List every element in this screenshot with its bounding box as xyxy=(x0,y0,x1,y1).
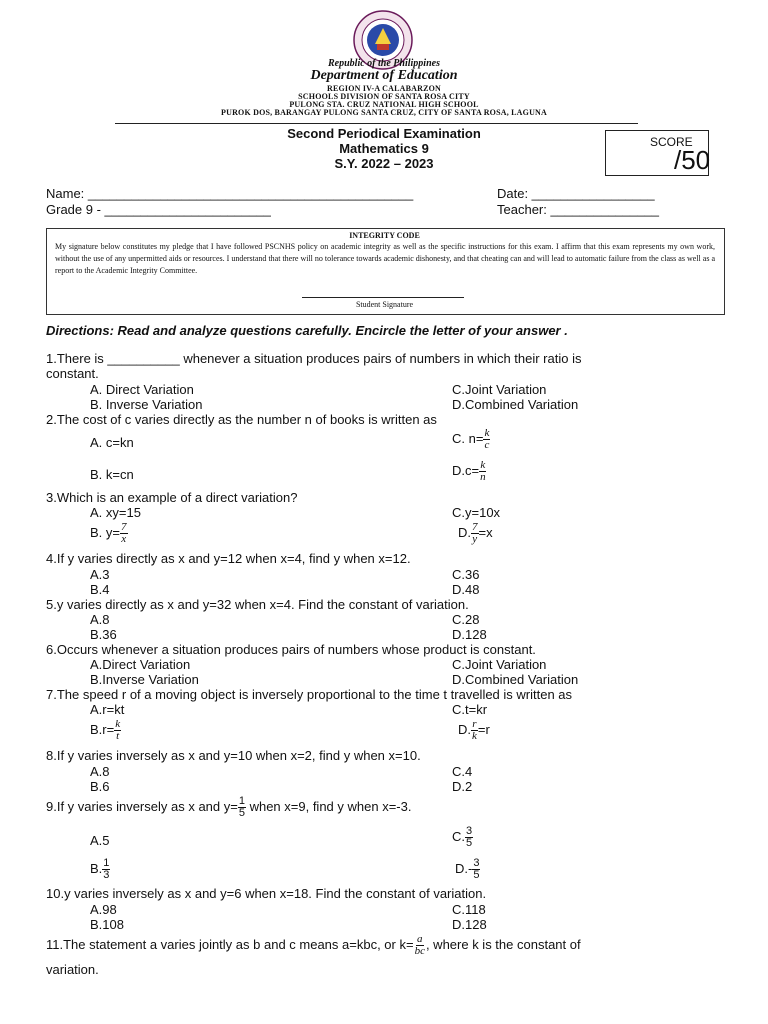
score-label: SCORE xyxy=(650,135,693,149)
q11-text: 11.The statement a varies jointly as b and c means a=kbc, or k= $\frac{a}{bc}$ , where k is the constant of xyxy=(46,933,581,957)
signature-line[interactable] xyxy=(302,297,464,298)
q6-option-d[interactable]: D.Combined Variation xyxy=(452,672,579,687)
q9-option-d[interactable]: D.- $\frac{3}{5}$ xyxy=(455,857,480,881)
q10-option-a[interactable]: A.98 xyxy=(90,902,117,917)
q5-option-a[interactable]: A.8 xyxy=(90,612,110,627)
q3-text: 3.Which is an example of a direct variation? xyxy=(46,490,298,505)
teacher-field[interactable]: Teacher: _______________ xyxy=(497,202,659,217)
q1-option-a[interactable]: A. Direct Variation xyxy=(90,382,194,397)
q1-text: 1.There is __________ whenever a situation produces pairs of numbers in which their ratio is xyxy=(46,351,582,366)
q8-option-b[interactable]: B.6 xyxy=(90,779,110,794)
q10-option-d[interactable]: D.128 xyxy=(452,917,487,932)
q3-option-c[interactable]: C.y=10x xyxy=(452,505,501,520)
q5-option-b[interactable]: B.36 xyxy=(90,627,117,642)
header-divider xyxy=(115,123,638,124)
q11-text-cont: variation. xyxy=(46,962,99,977)
q7-text: 7.The speed r of a moving object is inversely proportional to the time t travelled is written as xyxy=(46,687,573,702)
directions: Directions: Read and analyze questions carefully. Encircle the letter of your answer . xyxy=(46,323,568,338)
q6-option-c[interactable]: C.Joint Variation xyxy=(452,657,547,672)
signature-label: Student Signature xyxy=(355,300,414,309)
integrity-title: INTEGRITY CODE xyxy=(349,231,420,240)
date-field[interactable]: Date: _________________ xyxy=(497,186,655,201)
q1-text-cont: constant. xyxy=(46,366,99,381)
address-line: PUROK DOS, BARANGAY PULONG SANTA CRUZ, CITY OF SANTA ROSA, LAGUNA xyxy=(221,108,547,117)
q10-option-b[interactable]: B.108 xyxy=(90,917,124,932)
q10-option-c[interactable]: C.118 xyxy=(452,902,486,917)
q6-option-b[interactable]: B.Inverse Variation xyxy=(90,672,199,687)
grade-field[interactable]: Grade 9 - _______________________ xyxy=(46,202,271,217)
region-line: REGION IV-A CALABARZON xyxy=(326,84,442,93)
exam-year: S.Y. 2022 – 2023 xyxy=(334,156,434,171)
q7-option-b[interactable]: B.r= $\frac{k}{t}$ xyxy=(90,718,121,742)
q10-text: 10.y varies inversely as x and y=6 when x=18. Find the constant of variation. xyxy=(46,886,487,901)
department-line: Department of Education xyxy=(310,68,458,83)
q3-option-a[interactable]: A. xy=15 xyxy=(90,505,141,520)
q8-text: 8.If y varies inversely as x and y=10 when x=2, find y when x=10. xyxy=(46,748,421,763)
republic-line: Republic of the Philippines xyxy=(328,58,440,69)
q2-text: 2.The cost of c varies directly as the number n of books is written as xyxy=(46,412,437,427)
q2-option-c[interactable]: C. n= $\frac{k}{c}$ xyxy=(452,427,490,451)
school-line: PULONG STA. CRUZ NATIONAL HIGH SCHOOL xyxy=(289,100,479,109)
score-value: /50 xyxy=(674,145,711,175)
integrity-body: My signature below constitutes my pledge that I have followed PSCNHS policy on academic integrity as well as the specific instructions for this exam. I affirm that this exam represents my own work, without the use of any unpermitted aids or resources. I understand that there will no tolerance towards academic dishonesty, and that cheating can and will lead to automatic failure from the class as well as a report to the Academic Integrity Committee. xyxy=(55,242,715,275)
exam-title: Second Periodical Examination xyxy=(287,126,481,141)
q4-option-a[interactable]: A.3 xyxy=(90,567,110,582)
division-line: SCHOOLS DIVISION OF SANTA ROSA CITY xyxy=(298,92,470,101)
q1-option-d[interactable]: D.Combined Variation xyxy=(452,397,579,412)
q8-option-a[interactable]: A.8 xyxy=(90,764,110,779)
q2-option-d[interactable]: D.c= $\frac{k}{n}$ xyxy=(452,459,486,483)
q4-option-c[interactable]: C.36 xyxy=(452,567,480,582)
exam-subject: Mathematics 9 xyxy=(339,141,429,156)
q9-option-a[interactable]: A.5 xyxy=(90,833,110,848)
q2-option-b[interactable]: B. k=cn xyxy=(90,467,134,482)
q8-option-c[interactable]: C.4 xyxy=(452,764,473,779)
q4-text: 4.If y varies directly as x and y=12 when x=4, find y when x=12. xyxy=(46,551,411,566)
q8-option-d[interactable]: D.2 xyxy=(452,779,473,794)
q6-option-a[interactable]: A.Direct Variation xyxy=(90,657,191,672)
q5-option-d[interactable]: D.128 xyxy=(452,627,487,642)
q4-option-d[interactable]: D.48 xyxy=(452,582,480,597)
q7-option-c[interactable]: C.t=kr xyxy=(452,702,488,717)
q1-option-b[interactable]: B. Inverse Variation xyxy=(90,397,203,412)
q9-option-b[interactable]: B. $\frac{1}{3}$ xyxy=(90,857,110,881)
q1-option-c[interactable]: C.Joint Variation xyxy=(452,382,547,397)
q5-text: 5.y varies directly as x and y=32 when x=4. Find the constant of variation. xyxy=(46,597,469,612)
q9-option-c[interactable]: C. $\frac{3}{5}$ xyxy=(452,825,473,849)
q6-text: 6.Occurs whenever a situation produces pairs of numbers whose product is constant. xyxy=(46,642,536,657)
q4-option-b[interactable]: B.4 xyxy=(90,582,110,597)
q5-option-c[interactable]: C.28 xyxy=(452,612,480,627)
q7-option-a[interactable]: A.r=kt xyxy=(90,702,125,717)
q2-option-a[interactable]: A. c=kn xyxy=(90,435,134,450)
q9-text: 9.If y varies inversely as x and y= $\frac{1}{5}$ when x=9, find y when x=-3. xyxy=(46,795,412,819)
q3-option-d[interactable]: D. $\frac{7}{y}$ =x xyxy=(458,521,493,545)
name-field[interactable]: Name: _____________________________________________ xyxy=(46,186,414,201)
q3-option-b[interactable]: B. y= $\frac{7}{x}$ xyxy=(90,521,127,545)
q7-option-d[interactable]: D. $\frac{r}{k}$ =r xyxy=(458,718,490,742)
